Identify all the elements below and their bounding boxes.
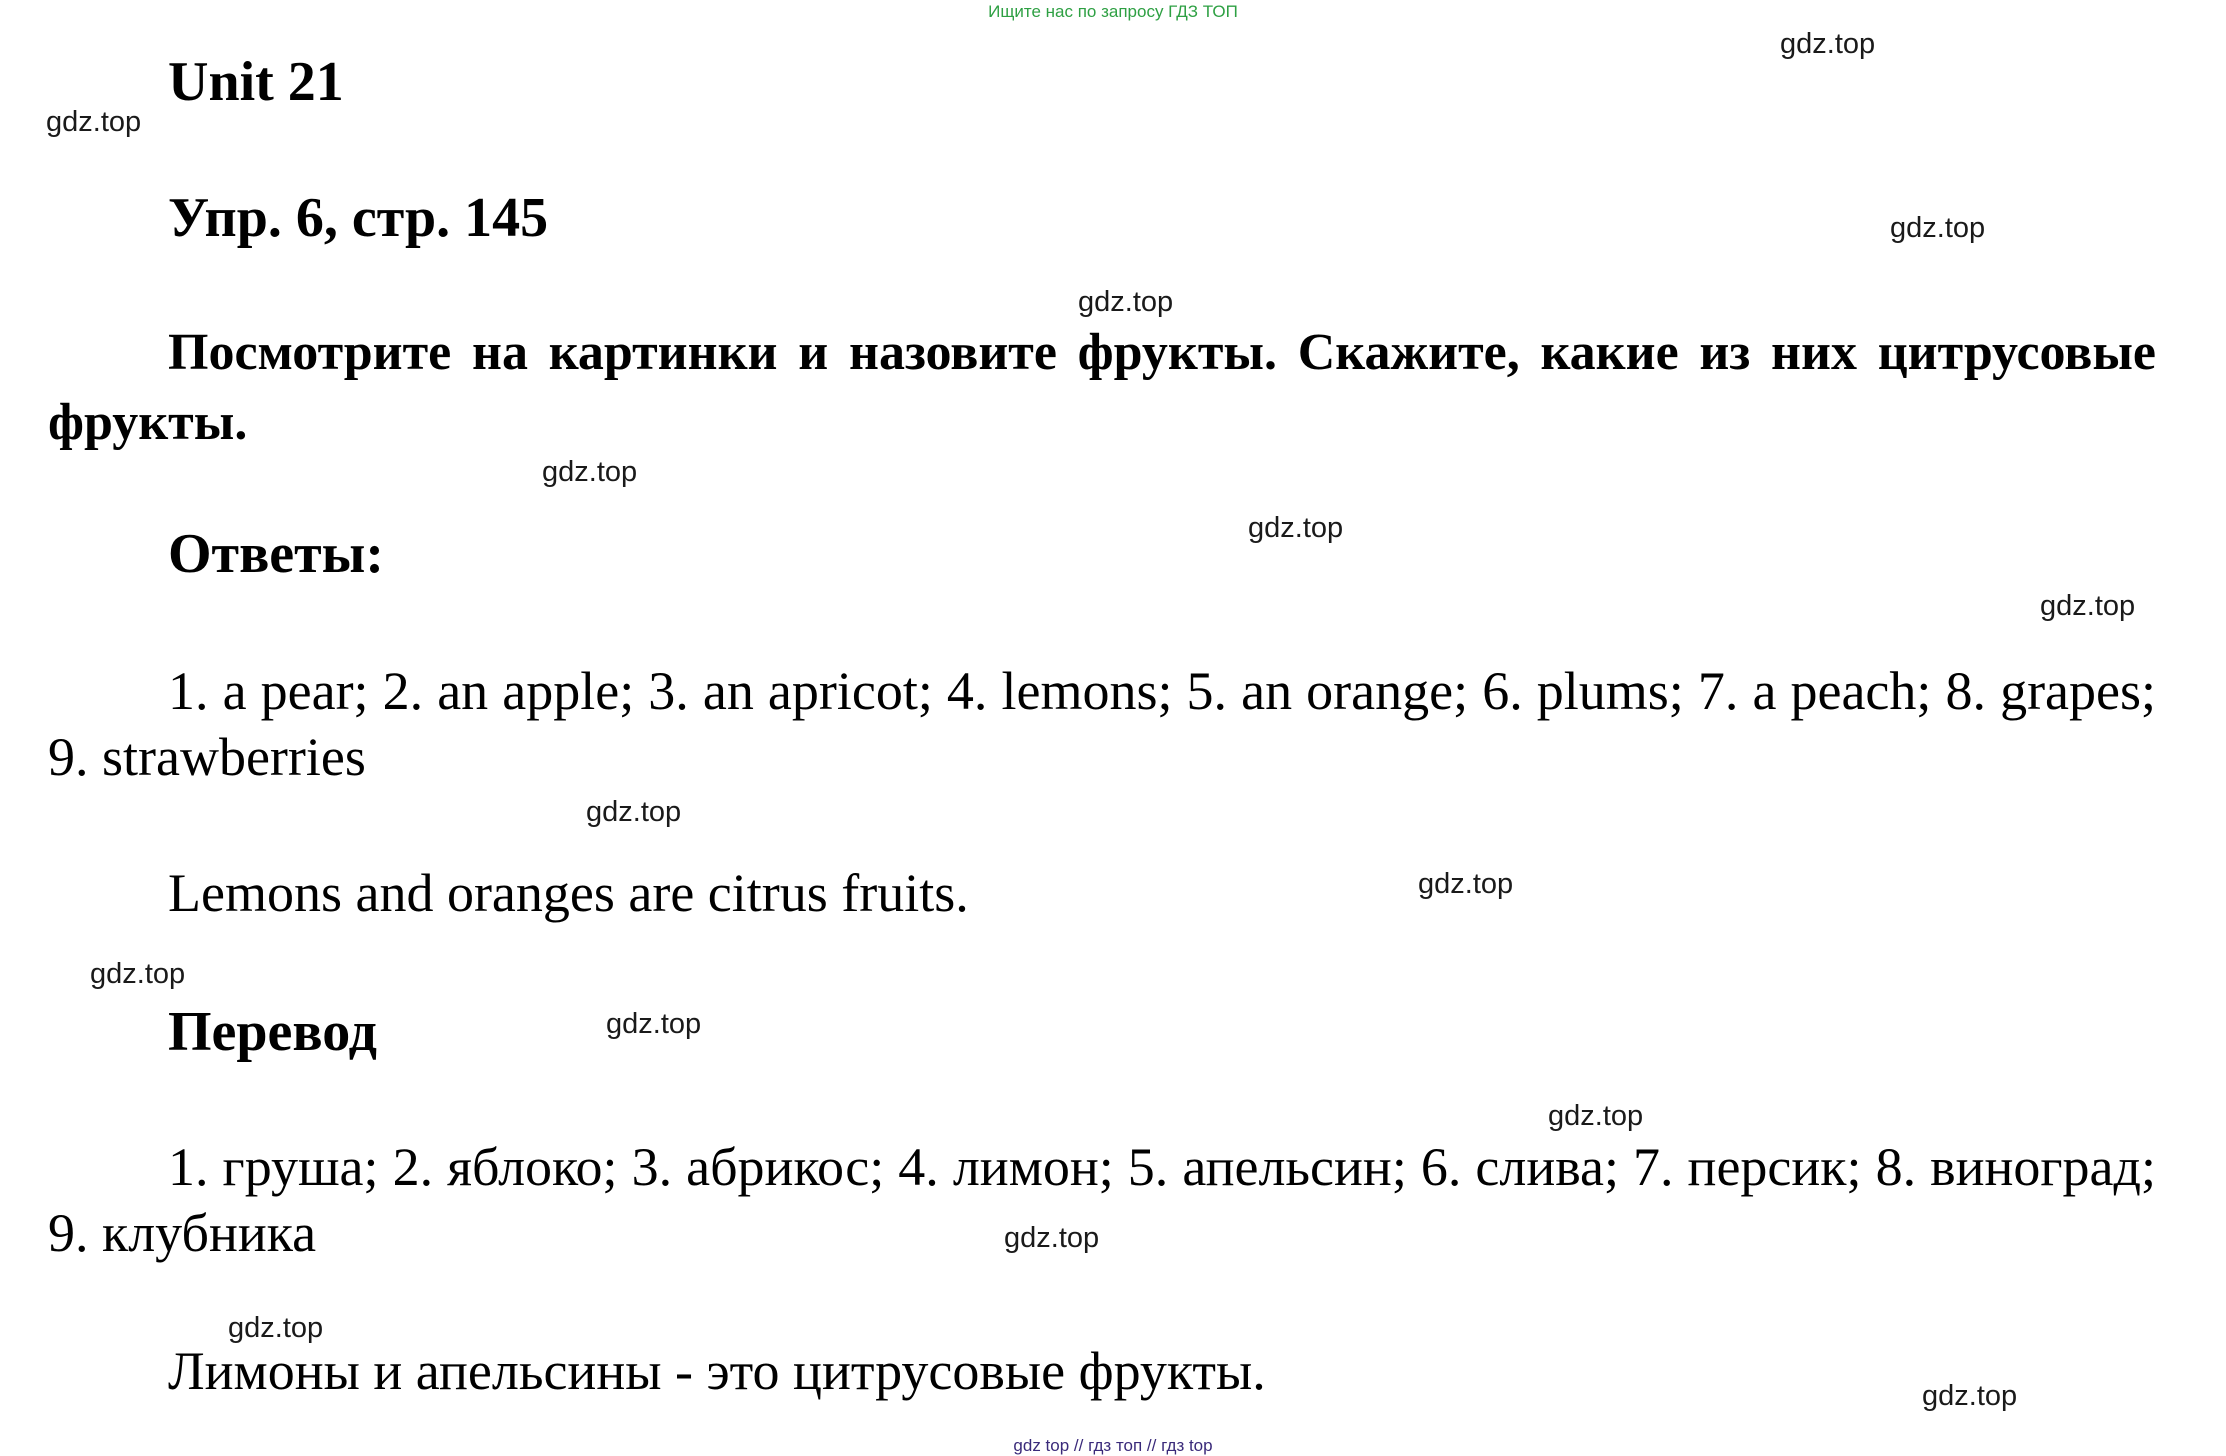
watermark: gdz.top bbox=[1248, 512, 1344, 544]
answers-heading: Ответы: bbox=[168, 523, 385, 585]
watermark: gdz.top bbox=[1078, 286, 1174, 318]
watermark: gdz.top bbox=[606, 1008, 702, 1040]
watermark: gdz.top bbox=[1922, 1380, 2018, 1412]
watermark: gdz.top bbox=[1548, 1100, 1644, 1132]
watermark: gdz.top bbox=[542, 456, 638, 488]
translation-sentence: Лимоны и апельсины - это цитрусовые фрукты. bbox=[168, 1341, 1266, 1401]
watermark: gdz.top bbox=[2040, 590, 2136, 622]
watermark: gdz.top bbox=[1780, 28, 1876, 60]
answers-sentence: Lemons and oranges are citrus fruits. bbox=[168, 863, 969, 923]
watermark: gdz.top bbox=[46, 106, 142, 138]
translation-list: 1. груша; 2. яблоко; 3. абрикос; 4. лимон; 5. апельсин; 6. слива; 7. персик; 8. виноград; 9. клубника bbox=[48, 1137, 2156, 1263]
watermark: gdz.top bbox=[1418, 868, 1514, 900]
watermark: gdz.top bbox=[228, 1312, 324, 1344]
unit-title: Unit 21 bbox=[168, 51, 344, 113]
watermark: gdz.top bbox=[1890, 212, 1986, 244]
answers-list: 1. a pear; 2. an apple; 3. an apricot; 4. lemons; 5. an orange; 6. plums; 7. a peach; 8. grapes; 9. strawberries bbox=[48, 661, 2156, 787]
footer-links[interactable]: gdz top // гдз топ // гдз top bbox=[1013, 1436, 1213, 1455]
watermark: gdz.top bbox=[586, 796, 682, 828]
translation-heading: Перевод bbox=[168, 1001, 377, 1063]
task-text: Посмотрите на картинки и назовите фрукты. Скажите, какие из них цитрусовые фрукты. bbox=[48, 324, 2156, 451]
exercise-title: Упр. 6, стр. 145 bbox=[168, 187, 549, 249]
watermark: gdz.top bbox=[1004, 1222, 1100, 1254]
top-banner[interactable]: Ищите нас по запросу ГДЗ ТОП bbox=[988, 2, 1238, 21]
watermark: gdz.top bbox=[90, 958, 186, 990]
